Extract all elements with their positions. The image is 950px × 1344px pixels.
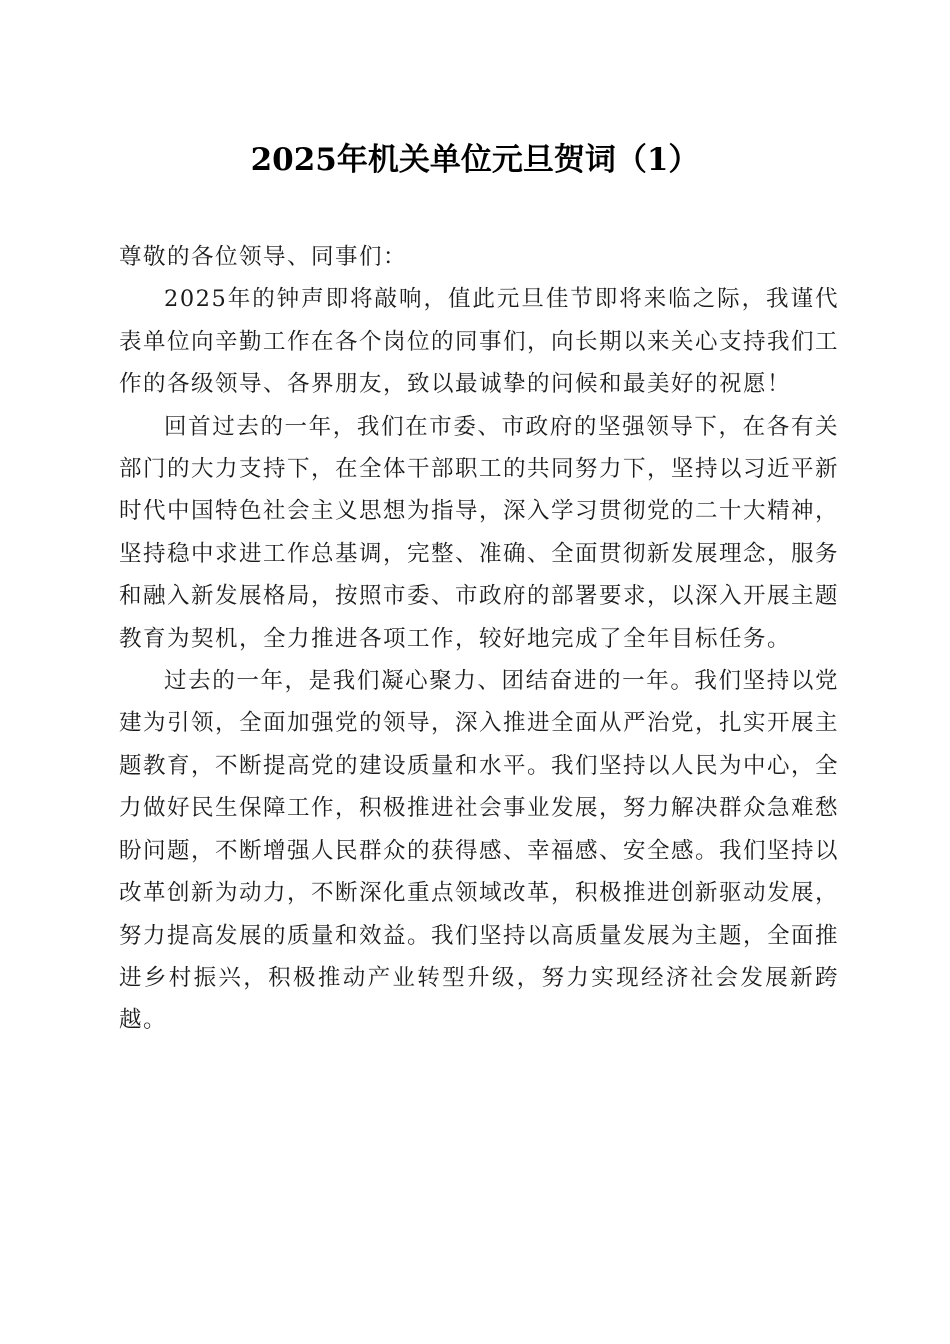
document-title: 2025年机关单位元旦贺词（1） bbox=[250, 142, 700, 178]
paragraph-review: 回首过去的一年，我们在市委、市政府的坚强领导下，在各有关部门的大力支持下，在全体干部职工的共同努力下，坚持以习近平新时代中国特色社会主义思想为指导，深入学习贯彻党的二十大精神，坚持稳中求进工作总基调，完整、准确、全面贯彻新发展理念，服务和融入新发展格局，按照市委、市政府的部署要求，以深入开展主题教育为契机，全力推进各项工作，较好地完成了全年目标任务。 bbox=[119, 413, 840, 652]
paragraph-achievements: 过去的一年，是我们凝心聚力、团结奋进的一年。我们坚持以党建为引领，全面加强党的领导，深入推进全面从严治党，扎实开展主题教育，不断提高党的建设质量和水平。我们坚持以人民为中心，全力做好民生保障工作，积极推进社会事业发展，努力解决群众急难愁盼问题，不断增强人民群众的获得感、幸福感、安全感。我们坚持以改革创新为动力，不断深化重点领域改革，积极推进创新驱动发展，努力提高发展的质量和效益。我们坚持以高质量发展为主题，全面推进乡村振兴，积极推动产业转型升级，努力实现经济社会发展新跨越。 bbox=[119, 668, 840, 1034]
document-body bbox=[119, 236, 839, 1042]
paragraph-greeting: 2025年的钟声即将敲响，值此元旦佳节即将来临之际，我谨代表单位向辛勤工作在各个岗位的同事们，向长期以来关心支持我们工作的各级领导、各界朋友，致以最诚挚的问候和最美好的祝愿！ bbox=[119, 286, 840, 398]
salutation: 尊敬的各位领导、同事们： bbox=[119, 244, 408, 270]
